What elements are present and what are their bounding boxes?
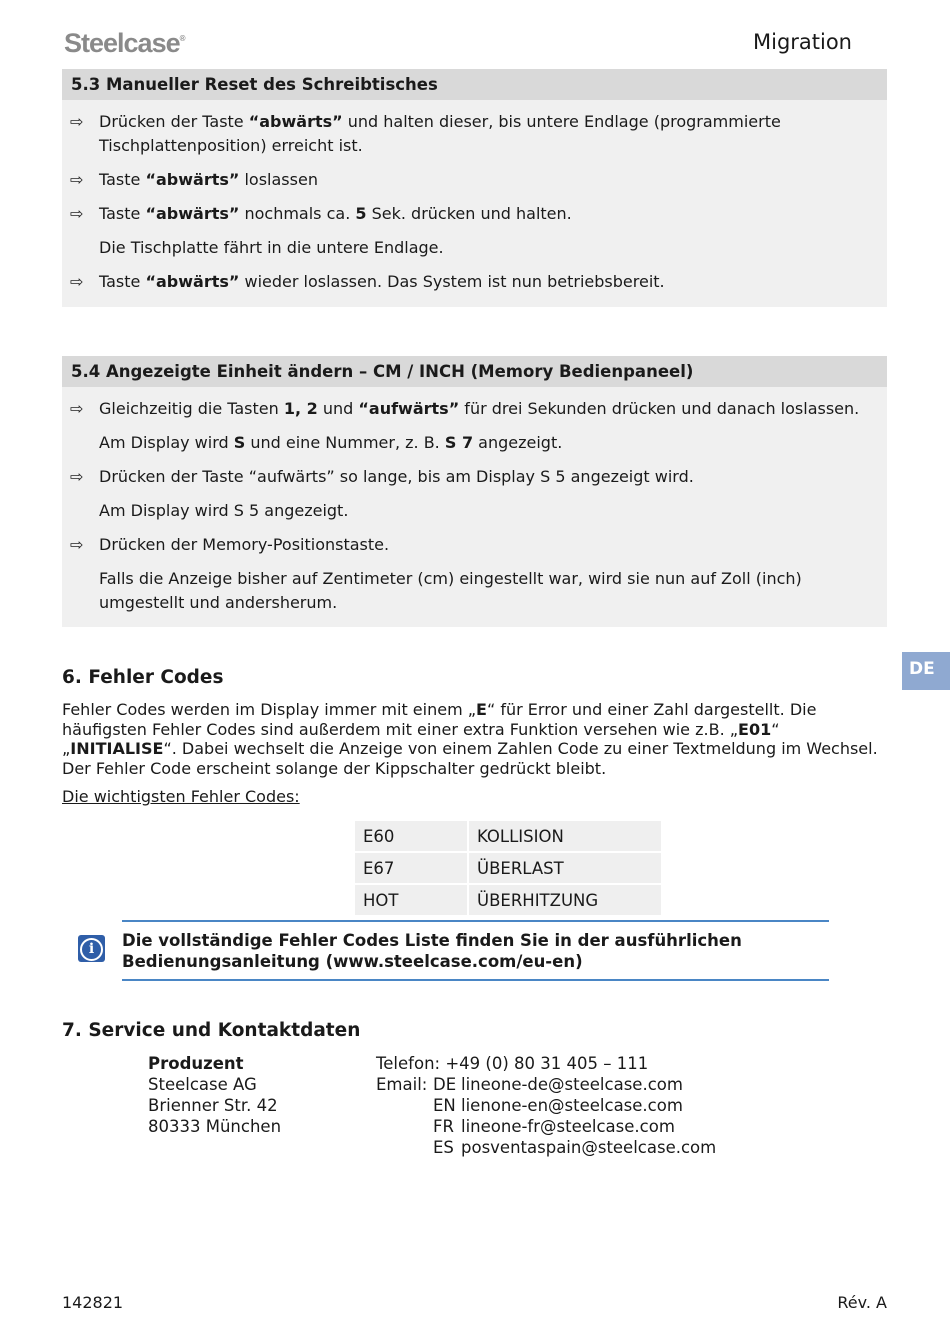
steelcase-logo: Steelcase®: [64, 28, 186, 58]
revision: Rév. A: [837, 1293, 887, 1312]
step-result: Die Tischplatte fährt in die untere Endlage.: [99, 238, 444, 257]
step: ⇨ Drücken der Taste “abwärts” und halten dieser, bis untere Endlage (programmierte Tischplattenposition) erreicht ist.: [70, 112, 781, 155]
error-codes-list-title: Die wichtigsten Fehler Codes:: [62, 787, 300, 806]
table-row: [355, 853, 661, 883]
step-result: Falls die Anzeige bisher auf Zentimeter (cm) eingestellt war, wird sie nun auf Zoll (inch) umgestellt und andersherum.: [99, 569, 802, 612]
arrow-right-icon: ⇨: [70, 399, 84, 418]
arrow-right-icon: ⇨: [70, 204, 84, 223]
step: ⇨ Drücken der Taste “aufwärts” so lange, bis am Display S 5 angezeigt wird.: [62, 465, 887, 489]
step-result: Am Display wird S und eine Nummer, z. B. S 7 angezeigt.: [99, 433, 563, 452]
email-link[interactable]: posventaspain@steelcase.com: [461, 1138, 717, 1157]
step-result: Am Display wird S 5 angezeigt.: [99, 501, 349, 520]
section-6-title: 6. Fehler Codes: [62, 667, 224, 688]
error-meaning: ÜBERHITZUNG: [469, 885, 661, 915]
error-codes-table: [353, 819, 663, 917]
section-5-4-steps: [62, 387, 887, 633]
street: Brienner Str. 42: [148, 1096, 278, 1115]
arrow-right-icon: ⇨: [70, 170, 84, 189]
error-code: E67: [355, 853, 467, 883]
error-code: E60: [355, 821, 467, 851]
error-meaning: KOLLISION: [469, 821, 661, 851]
email-link[interactable]: lineone-fr@steelcase.com: [461, 1117, 675, 1136]
section-5-4-box: [62, 356, 887, 627]
language-tab-de[interactable]: DE: [902, 652, 950, 690]
producer-label: Produzent: [148, 1054, 244, 1073]
doc-number: 142821: [62, 1293, 124, 1312]
section-5-3-box: [62, 69, 887, 307]
arrow-right-icon: ⇨: [70, 467, 84, 486]
arrow-right-icon: ⇨: [70, 272, 84, 291]
email-row: ES posventaspain@steelcase.com: [433, 1138, 717, 1157]
step: ⇨ Taste “abwärts” wieder loslassen. Das System ist nun betriebsbereit.: [62, 270, 887, 294]
arrow-right-icon: ⇨: [70, 535, 84, 554]
page-header-title: Migration: [752, 30, 852, 54]
error-meaning: ÜBERLAST: [469, 853, 661, 883]
section-5-3-steps: [62, 100, 887, 312]
email-row: DE lineone-de@steelcase.com: [433, 1075, 683, 1094]
section-6-paragraph: Fehler Codes werden im Display immer mit einem „E“ für Error und einer Zahl dargestellt. Die häufigsten Fehler Codes sind außerdem mit einer extra Funktion versehen wie z.B. „E01“ „INITIALISE“. Dabei wechselt die Anzeige von einem Zahlen Code zu einer Textmeldung im Wechsel. Der Fehler Code erscheint solange der Kippschalter gedrückt bleibt.: [62, 700, 878, 778]
company-name: Steelcase AG: [148, 1075, 257, 1094]
note-bottom-rule: [122, 979, 829, 981]
email-label: Email:: [376, 1075, 428, 1094]
info-icon: i: [78, 935, 105, 962]
step: ⇨ Drücken der Memory-Positionstaste.: [62, 533, 887, 557]
producer-address: [148, 1053, 281, 1137]
email-link[interactable]: lienone-en@steelcase.com: [461, 1096, 683, 1115]
step: ⇨ Gleichzeitig die Tasten 1, 2 und “aufwärts” für drei Sekunden drücken und danach loslassen.: [62, 397, 887, 421]
table-row: [355, 885, 661, 915]
phone: Telefon: +49 (0) 80 31 405 – 111: [376, 1054, 649, 1073]
email-list: [433, 1074, 716, 1158]
email-row: FR lineone-fr@steelcase.com: [433, 1117, 675, 1136]
note-text: Die vollständige Fehler Codes Liste finden Sie in der ausführlichen Bedienungsanleitung (www.steelcase.com/eu-en): [122, 931, 742, 971]
note-top-rule: [122, 920, 829, 922]
email-row: EN lienone-en@steelcase.com: [433, 1096, 683, 1115]
section-5-4-title: 5.4 Angezeigte Einheit ändern – CM / INCH (Memory Bedienpaneel): [62, 356, 887, 387]
section-7-title: 7. Service und Kontaktdaten: [62, 1020, 361, 1041]
step: ⇨ Taste “abwärts” loslassen: [62, 168, 887, 192]
arrow-right-icon: ⇨: [70, 112, 84, 131]
city: 80333 München: [148, 1117, 282, 1136]
section-5-3-title: 5.3 Manueller Reset des Schreibtisches: [62, 69, 887, 100]
step: ⇨ Taste “abwärts” nochmals ca. 5 Sek. drücken und halten.: [62, 202, 887, 226]
table-row: [355, 821, 661, 851]
email-link[interactable]: lineone-de@steelcase.com: [461, 1075, 683, 1094]
error-code: HOT: [355, 885, 467, 915]
